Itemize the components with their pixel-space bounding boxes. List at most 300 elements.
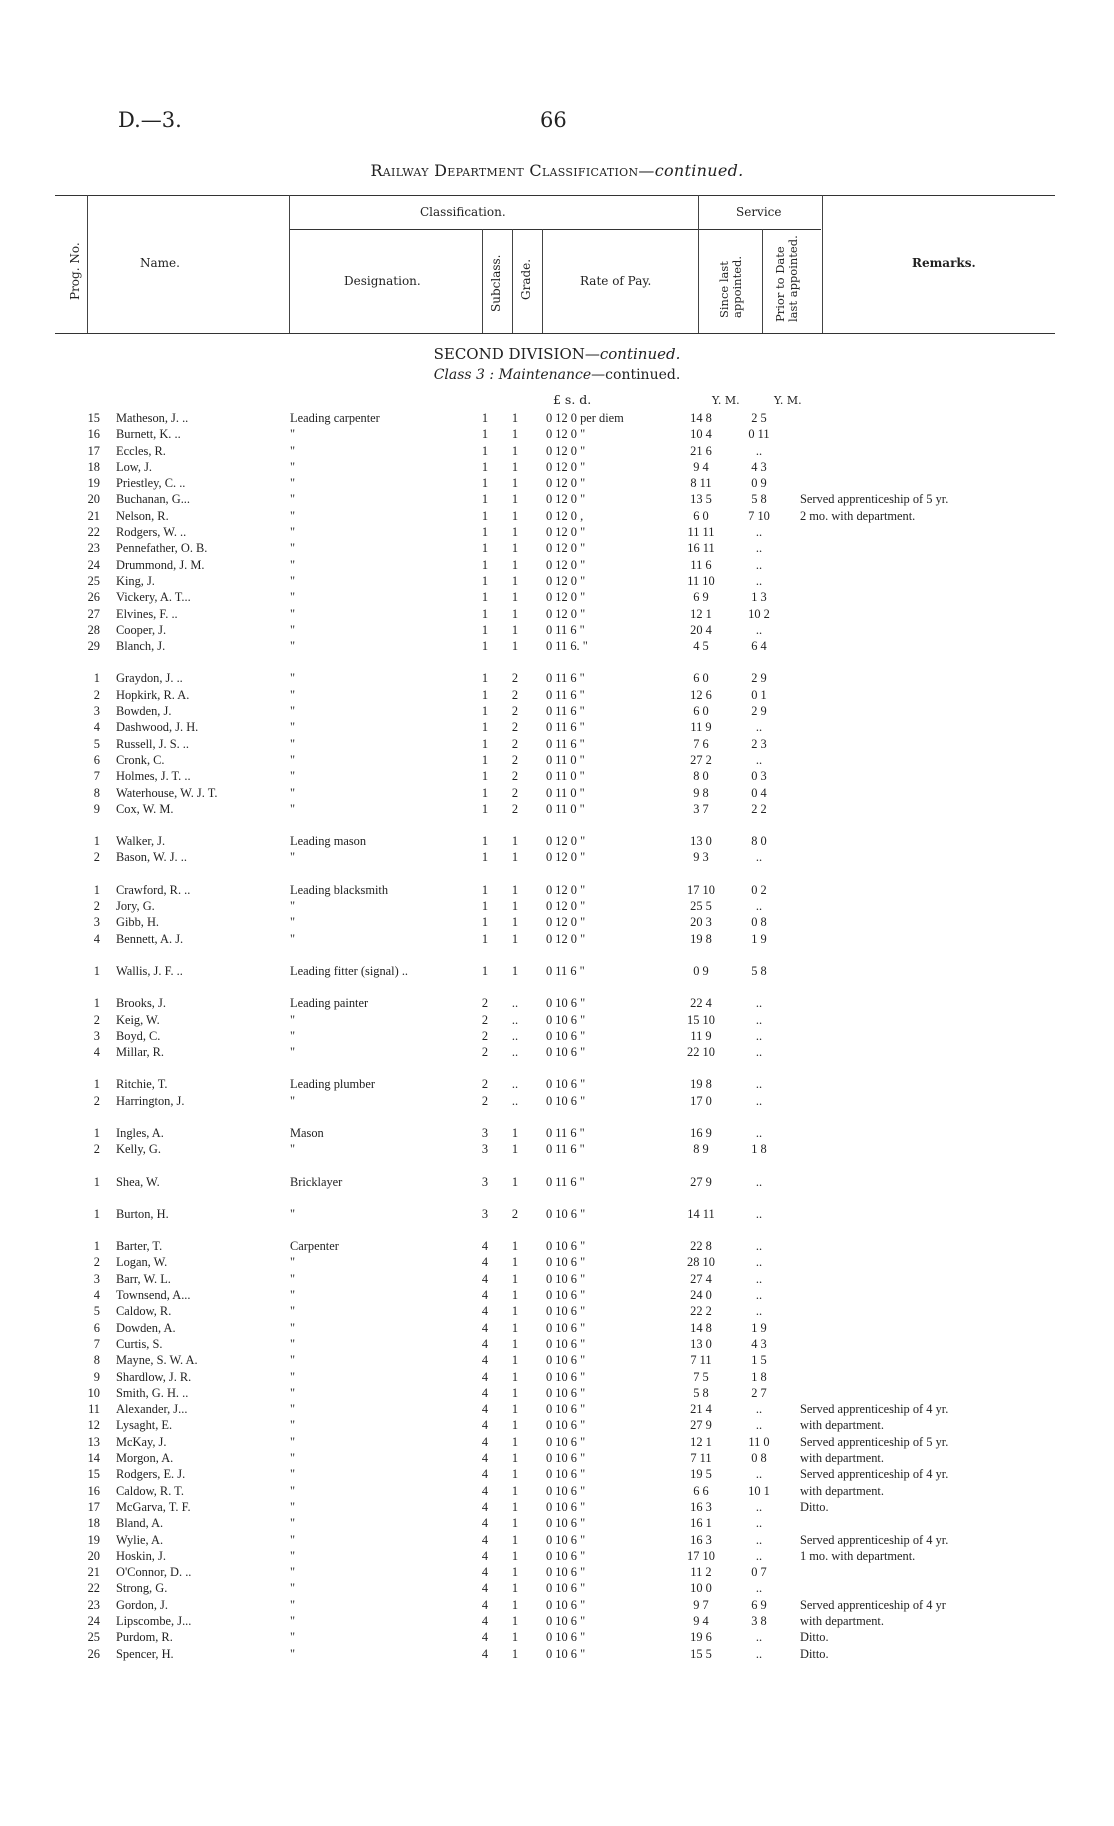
grade-cell: 2 — [511, 736, 519, 751]
remarks-cell — [788, 1012, 1040, 1028]
table-row — [60, 1385, 1040, 1401]
table-row — [60, 1028, 1040, 1044]
designation-cell: " — [290, 1304, 296, 1319]
since-cell: 13 0 — [690, 1336, 712, 1351]
designation-cell: " — [290, 590, 296, 605]
table-row — [60, 1174, 1040, 1190]
remarks-cell — [788, 1076, 1040, 1092]
rate-cell: 0 12 0 " — [546, 443, 586, 458]
table-row — [60, 1044, 1040, 1060]
leader-dots — [246, 1629, 286, 1645]
rate-cell: 0 11 6 " — [546, 671, 585, 686]
grade-cell: 1 — [511, 1239, 519, 1254]
since-cell: 7 11 — [690, 1451, 712, 1466]
group-spacer — [60, 1158, 1040, 1174]
prior-cell: .. — [755, 996, 763, 1011]
since-cell: 6 0 — [693, 671, 709, 686]
col-divider — [822, 195, 823, 333]
remarks-cell — [788, 801, 1040, 817]
name-cell: Elvines, F. .. — [116, 606, 178, 621]
since-cell: 7 6 — [693, 736, 709, 751]
since-cell: 6 6 — [693, 1483, 709, 1498]
grade-cell: 1 — [511, 931, 519, 946]
prior-cell: .. — [755, 557, 763, 572]
prog-no-cell: 17 — [87, 1499, 100, 1514]
prior-cell: .. — [755, 1093, 763, 1108]
leader-dots — [246, 719, 286, 735]
prior-cell: .. — [755, 525, 763, 540]
leader-dots — [246, 1336, 286, 1352]
leader-dots — [246, 931, 286, 947]
prior-cell: 2 7 — [751, 1385, 767, 1400]
grade-cell: 1 — [511, 1418, 519, 1433]
leader-dots — [246, 622, 286, 638]
name-cell: Ingles, A. — [116, 1125, 164, 1140]
classification-table — [60, 410, 1040, 1662]
prior-cell: 0 8 — [751, 1451, 767, 1466]
prog-no-cell: 3 — [93, 1271, 100, 1286]
designation-cell: " — [290, 1336, 296, 1351]
designation-cell: " — [290, 573, 296, 588]
since-cell: 22 10 — [687, 1045, 715, 1060]
rate-cell: 0 10 6 " — [546, 1565, 586, 1580]
rate-cell: 0 10 6 " — [546, 1451, 586, 1466]
rate-cell: 0 12 0 " — [546, 557, 586, 572]
grade-cell: 1 — [511, 1369, 519, 1384]
designation-cell: Leading fitter (signal) .. — [290, 963, 409, 978]
table-row — [60, 703, 1040, 719]
since-cell: 22 4 — [690, 996, 712, 1011]
table-row — [60, 1271, 1040, 1287]
grade-cell: 1 — [511, 1532, 519, 1547]
since-cell: 8 11 — [690, 476, 712, 491]
rate-cell: 0 12 0 " — [546, 541, 586, 556]
table-row — [60, 540, 1040, 556]
col-divider — [698, 195, 699, 333]
leader-dots — [246, 963, 286, 979]
prior-cell: 10 1 — [748, 1483, 770, 1498]
prior-cell: .. — [755, 850, 763, 865]
leader-dots — [246, 1320, 286, 1336]
grade-cell: 1 — [511, 622, 519, 637]
prior-cell: .. — [755, 1402, 763, 1417]
leader-dots — [246, 1564, 286, 1580]
rate-cell: 0 10 6 " — [546, 1012, 586, 1027]
prior-cell: .. — [755, 1077, 763, 1092]
designation-cell: Bricklayer — [290, 1174, 343, 1189]
grade-cell: 2 — [511, 769, 519, 784]
rate-cell: 0 11 0 " — [546, 785, 585, 800]
leader-dots — [246, 410, 286, 426]
since-cell: 15 10 — [687, 1012, 715, 1027]
prior-cell: 0 4 — [751, 785, 767, 800]
remarks-cell — [788, 931, 1040, 947]
leader-dots — [246, 524, 286, 540]
name-cell: Blanch, J. — [116, 639, 166, 654]
subclass-cell: 4 — [481, 1483, 489, 1498]
leader-dots — [246, 1417, 286, 1433]
subclass-cell: 4 — [481, 1499, 489, 1514]
rate-cell: 0 12 0 " — [546, 834, 586, 849]
rate-cell: 0 10 6 " — [546, 1336, 586, 1351]
designation-cell: " — [290, 671, 296, 686]
prog-no-cell: 2 — [93, 687, 100, 702]
name-cell: Lipscombe, J... — [116, 1614, 192, 1628]
rate-cell: 0 12 0 " — [546, 882, 586, 897]
leader-dots — [246, 1254, 286, 1270]
designation-cell: " — [290, 1028, 296, 1043]
prog-no-cell: 19 — [87, 476, 100, 491]
prog-no-cell: 7 — [93, 769, 100, 784]
designation-cell: " — [290, 1499, 296, 1514]
grade-cell: .. — [511, 1045, 519, 1060]
division-continued: continued. — [599, 345, 681, 363]
designation-cell: Leading blacksmith — [290, 882, 389, 897]
remarks-cell — [788, 557, 1040, 573]
grade-cell: 2 — [511, 671, 519, 686]
since-cell: 11 9 — [690, 1028, 712, 1043]
name-cell: Millar, R. — [116, 1045, 165, 1060]
table-row — [60, 1254, 1040, 1270]
remarks-cell — [788, 995, 1040, 1011]
group-spacer — [60, 866, 1040, 882]
subclass-cell: 1 — [481, 704, 489, 719]
prior-cell: .. — [755, 1467, 763, 1482]
grade-cell: 1 — [511, 1516, 519, 1531]
rate-cell: 0 10 6 " — [546, 1369, 586, 1384]
designation-cell: " — [290, 736, 296, 751]
leader-dots — [246, 1125, 286, 1141]
since-cell: 12 6 — [690, 687, 712, 702]
designation-cell: " — [290, 1045, 296, 1060]
prior-cell: 10 2 — [748, 606, 770, 621]
prior-cell: .. — [755, 1012, 763, 1027]
prog-no-cell: 13 — [87, 1434, 100, 1449]
since-cell: 21 6 — [690, 443, 712, 458]
designation-cell: " — [290, 1630, 296, 1645]
since-cell: 6 0 — [693, 508, 709, 523]
group-spacer — [60, 979, 1040, 995]
remarks-cell — [788, 1206, 1040, 1222]
remarks-cell — [788, 1271, 1040, 1287]
name-cell: Shardlow, J. R. — [116, 1369, 192, 1384]
title-continued: continued. — [654, 161, 744, 180]
prior-cell: .. — [755, 1206, 763, 1221]
subclass-cell: 1 — [481, 736, 489, 751]
designation-cell: " — [290, 557, 296, 572]
grade-cell: 1 — [511, 1174, 519, 1189]
name-cell: McKay, J. — [116, 1434, 167, 1449]
designation-cell: " — [290, 1012, 296, 1027]
grade-cell: 1 — [511, 1434, 519, 1449]
prior-cell: .. — [755, 573, 763, 588]
rate-cell: 0 12 0 per diem — [546, 411, 624, 425]
prior-cell: 0 8 — [751, 915, 767, 930]
prog-no-cell: 2 — [93, 1093, 100, 1108]
name-cell: Gordon, J. — [116, 1597, 168, 1612]
name-cell: Bason, W. J. .. — [116, 850, 187, 865]
designation-cell: " — [290, 1271, 296, 1286]
rate-cell: 0 10 6 " — [546, 1045, 586, 1060]
name-cell: Purdom, R. — [116, 1630, 173, 1645]
subclass-cell: 4 — [481, 1614, 489, 1628]
name-cell: Shea, W. — [116, 1174, 160, 1189]
since-cell: 10 0 — [690, 1581, 712, 1596]
since-cell: 11 11 — [687, 525, 715, 540]
name-cell: Harrington, J. — [116, 1093, 185, 1108]
table-row — [60, 801, 1040, 817]
prog-no-cell: 1 — [93, 671, 100, 686]
leader-dots — [246, 557, 286, 573]
subclass-cell: 4 — [481, 1353, 489, 1368]
name-cell: Walker, J. — [116, 834, 166, 849]
since-cell: 16 3 — [690, 1499, 712, 1514]
leader-dots — [246, 1483, 286, 1499]
designation-cell: " — [290, 1565, 296, 1580]
prior-cell: .. — [755, 1288, 763, 1303]
since-cell: 11 2 — [690, 1565, 712, 1580]
designation-cell: " — [290, 1206, 296, 1221]
designation-cell: " — [290, 801, 296, 816]
leader-dots — [246, 475, 286, 491]
subclass-cell: 4 — [481, 1239, 489, 1254]
leader-dots — [246, 882, 286, 898]
leader-dots — [246, 1499, 286, 1515]
prior-cell: .. — [755, 1581, 763, 1596]
leader-dots — [246, 1206, 286, 1222]
rate-cell: 0 10 6 " — [546, 1434, 586, 1449]
remarks-cell: Ditto. — [800, 1646, 829, 1661]
table-row — [60, 1369, 1040, 1385]
header-bottom-rule — [55, 333, 1055, 334]
table-row — [60, 963, 1040, 979]
subclass-cell: 4 — [481, 1581, 489, 1596]
col-divider — [289, 195, 290, 333]
grade-cell: 1 — [511, 1385, 519, 1400]
rate-cell: 0 12 0 " — [546, 476, 586, 491]
section-division — [0, 345, 1114, 363]
subclass-cell: 4 — [481, 1434, 489, 1449]
leader-dots — [246, 785, 286, 801]
grade-cell: .. — [511, 1077, 519, 1092]
name-cell: Cox, W. M. — [116, 801, 174, 816]
prog-no-cell: 1 — [93, 1125, 100, 1140]
table-row — [60, 475, 1040, 491]
leader-dots — [246, 1597, 286, 1613]
rate-cell: 0 11 6 " — [546, 1174, 585, 1189]
table-row — [60, 898, 1040, 914]
prior-cell: 1 3 — [751, 590, 767, 605]
subclass-cell: 2 — [481, 996, 489, 1011]
designation-cell: " — [290, 1255, 296, 1270]
since-cell: 4 5 — [693, 639, 709, 654]
name-cell: Keig, W. — [116, 1012, 160, 1027]
grade-cell: 2 — [511, 801, 519, 816]
prog-no-cell: 8 — [93, 785, 100, 800]
designation-cell: " — [290, 720, 296, 735]
since-cell: 9 4 — [693, 459, 709, 474]
subclass-cell: 1 — [481, 915, 489, 930]
name-cell: Barter, T. — [116, 1239, 163, 1254]
rate-cell: 0 11 6 " — [546, 1142, 585, 1157]
since-cell: 6 0 — [693, 704, 709, 719]
grade-cell: 1 — [511, 443, 519, 458]
name-cell: Cooper, J. — [116, 622, 167, 637]
grade-cell: 1 — [511, 476, 519, 491]
rate-cell: 0 12 0 " — [546, 606, 586, 621]
grade-cell: 1 — [511, 1548, 519, 1563]
grade-cell: 2 — [511, 1206, 519, 1221]
rate-cell: 0 10 6 " — [546, 1077, 586, 1092]
prog-no-cell: 16 — [87, 427, 100, 442]
leader-dots — [246, 508, 286, 524]
grade-cell: 1 — [511, 1271, 519, 1286]
remarks-cell — [788, 719, 1040, 735]
name-cell: Dowden, A. — [116, 1320, 176, 1335]
rate-cell: 0 12 0 , — [546, 508, 584, 523]
prog-no-cell: 1 — [93, 1174, 100, 1189]
page-number: 66 — [540, 108, 567, 132]
remarks-cell — [788, 768, 1040, 784]
table-row — [60, 1515, 1040, 1531]
rate-cell: 0 10 6 " — [546, 1239, 586, 1254]
grade-cell: 1 — [511, 492, 519, 507]
group-spacer — [60, 1190, 1040, 1206]
table-row — [60, 849, 1040, 865]
since-cell: 16 1 — [690, 1516, 712, 1531]
remarks-cell — [788, 410, 1040, 426]
designation-cell: " — [290, 476, 296, 491]
remarks-cell — [788, 622, 1040, 638]
rate-cell: 0 10 6 " — [546, 996, 586, 1011]
name-cell: Morgon, A. — [116, 1451, 174, 1466]
leader-dots — [246, 1012, 286, 1028]
prior-cell: 1 8 — [751, 1369, 767, 1384]
remarks-cell — [788, 459, 1040, 475]
prior-cell: .. — [755, 1271, 763, 1286]
rate-cell: 0 10 6 " — [546, 1548, 586, 1563]
rate-cell: 0 10 6 " — [546, 1597, 586, 1612]
rate-cell: 0 10 6 " — [546, 1402, 586, 1417]
name-cell: Eccles, R. — [116, 443, 166, 458]
subclass-cell: 4 — [481, 1336, 489, 1351]
rate-cell: 0 10 6 " — [546, 1271, 586, 1286]
grade-cell: 1 — [511, 427, 519, 442]
since-cell: 14 8 — [690, 1320, 712, 1335]
prog-no-cell: 6 — [93, 1320, 100, 1335]
subclass-cell: 1 — [481, 525, 489, 540]
subclass-cell: 4 — [481, 1646, 489, 1661]
subclass-cell: 1 — [481, 882, 489, 897]
subclass-cell: 1 — [481, 931, 489, 946]
grade-cell: 1 — [511, 963, 519, 978]
leader-dots — [246, 573, 286, 589]
subclass-cell: 2 — [481, 1093, 489, 1108]
remarks-cell — [788, 963, 1040, 979]
remarks-cell: with department. — [800, 1451, 884, 1466]
prior-cell: .. — [755, 443, 763, 458]
rate-cell: 0 11 6 " — [546, 720, 585, 735]
rate-cell: 0 10 6 " — [546, 1646, 586, 1661]
rate-cell: 0 10 6 " — [546, 1516, 586, 1531]
leader-dots — [246, 1646, 286, 1662]
leader-dots — [246, 1174, 286, 1190]
rate-cell: 0 12 0 " — [546, 590, 586, 605]
subclass-cell: 1 — [481, 752, 489, 767]
prog-no-cell: 4 — [93, 1045, 100, 1060]
table-row — [60, 719, 1040, 735]
subclass-cell: 1 — [481, 443, 489, 458]
table-row — [60, 1483, 1040, 1499]
since-cell: 17 0 — [690, 1093, 712, 1108]
prog-no-cell: 21 — [87, 508, 100, 523]
designation-cell: " — [290, 1093, 296, 1108]
money-units: £ s. d. — [553, 392, 592, 407]
table-row — [60, 914, 1040, 930]
grade-cell: 2 — [511, 752, 519, 767]
rate-cell: 0 10 6 " — [546, 1093, 586, 1108]
prog-no-cell: 5 — [93, 736, 100, 751]
designation-cell: " — [290, 1369, 296, 1384]
designation-cell: Mason — [290, 1125, 324, 1140]
leader-dots — [246, 1613, 286, 1629]
prog-no-cell: 3 — [93, 704, 100, 719]
since-cell: 19 8 — [690, 1077, 712, 1092]
prior-cell: .. — [755, 899, 763, 914]
prog-no-cell: 1 — [93, 834, 100, 849]
remarks-cell — [788, 589, 1040, 605]
leader-dots — [246, 801, 286, 817]
rate-cell: 0 10 6 " — [546, 1467, 586, 1482]
prog-no-cell: 23 — [87, 1597, 100, 1612]
prog-no-cell: 1 — [93, 1077, 100, 1092]
leader-dots — [246, 768, 286, 784]
grade-cell: 1 — [511, 1614, 519, 1628]
prog-no-cell: 2 — [93, 850, 100, 865]
since-cell: 17 10 — [687, 882, 715, 897]
leader-dots — [246, 459, 286, 475]
subclass-cell: 2 — [481, 1077, 489, 1092]
prog-no-cell: 4 — [93, 931, 100, 946]
prog-no-cell: 2 — [93, 1255, 100, 1270]
table-row — [60, 736, 1040, 752]
subclass-cell: 1 — [481, 476, 489, 491]
col-divider — [762, 229, 763, 333]
prior-cell: .. — [755, 1028, 763, 1043]
grade-cell: 1 — [511, 508, 519, 523]
rate-cell: 0 10 6 " — [546, 1353, 586, 1368]
prior-cell: 2 5 — [751, 411, 767, 425]
name-cell: Jory, G. — [116, 899, 155, 914]
designation-cell: " — [290, 687, 296, 702]
subclass-cell: 1 — [481, 508, 489, 523]
designation-cell: " — [290, 622, 296, 637]
remarks-cell — [788, 638, 1040, 654]
class-label: Class 3 : — [433, 367, 499, 383]
table-row — [60, 1417, 1040, 1433]
since-cell: 10 4 — [690, 427, 712, 442]
prog-no-cell: 24 — [87, 1614, 100, 1628]
since-cell: 22 2 — [690, 1304, 712, 1319]
prior-cell: .. — [755, 1239, 763, 1254]
col-designation: Designation. — [344, 274, 421, 288]
table-row — [60, 622, 1040, 638]
name-cell: Bennett, A. J. — [116, 931, 184, 946]
subclass-cell: 1 — [481, 557, 489, 572]
name-cell: Gibb, H. — [116, 915, 160, 930]
leader-dots — [246, 898, 286, 914]
prog-no-cell: 1 — [93, 1239, 100, 1254]
